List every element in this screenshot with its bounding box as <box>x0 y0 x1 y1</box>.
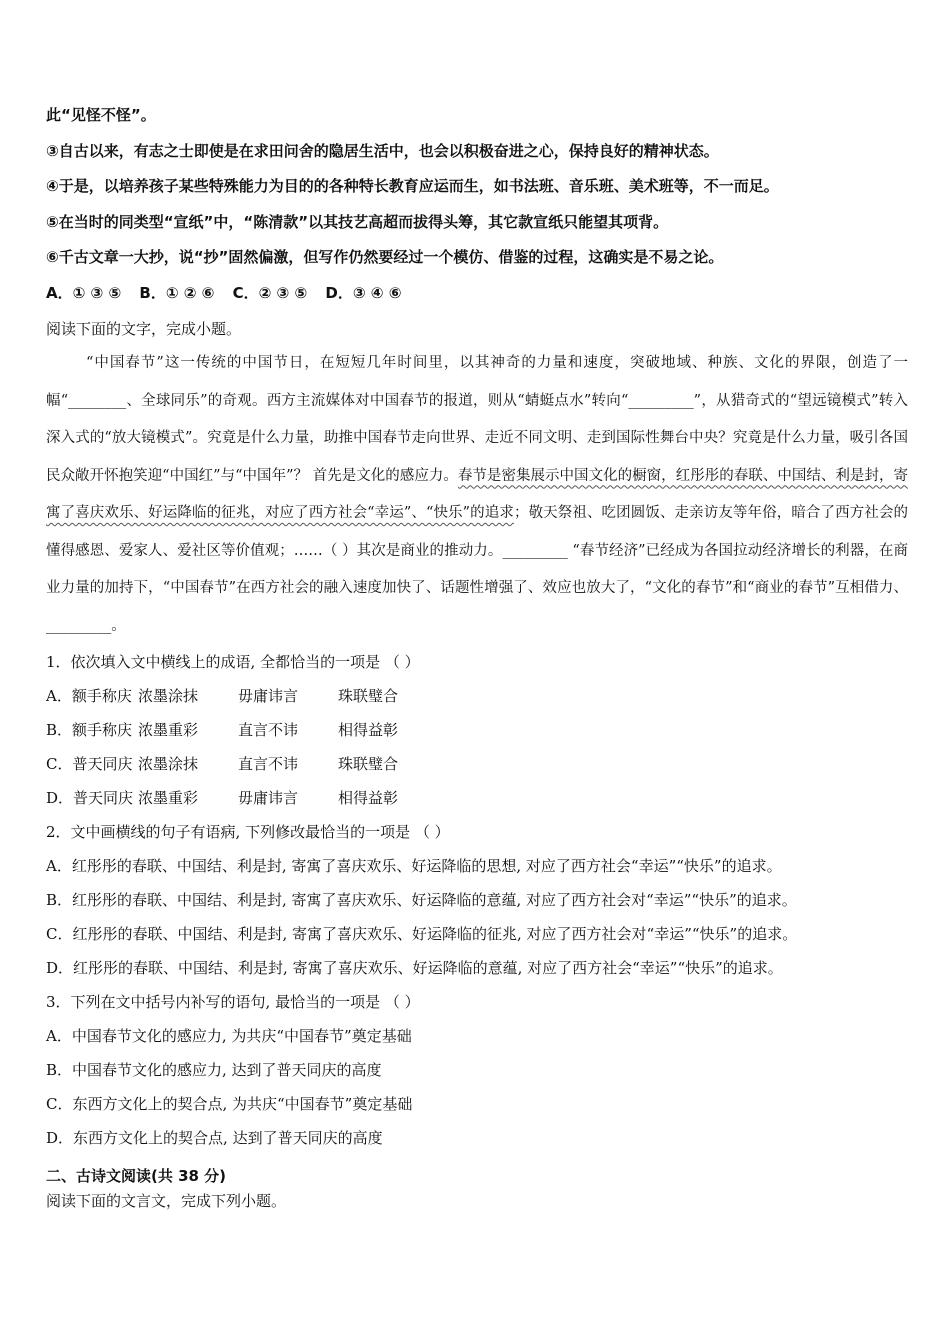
choice-cell: 浓墨涂抹 <box>138 755 199 773</box>
q1-choice-c[interactable] <box>46 747 908 781</box>
q1-choice-b[interactable] <box>46 713 908 747</box>
q2-choice-a[interactable]: A．红彤彤的春联、中国结、利是封, 寄寓了喜庆欢乐、好运降临的思想, 对应了西方社会“幸运”“快乐”的追求。 <box>46 857 782 875</box>
choice-cell: 相得益彰 <box>338 789 399 807</box>
top-item-5: ⑤在当时的同类型“宣纸”中，“陈清款”以其技艺高超而拔得头筹，其它款宣纸只能望其项背。 <box>46 212 669 231</box>
choice-cell: 珠联璧合 <box>338 755 399 773</box>
choice-cell: B．额手称庆 <box>46 721 133 739</box>
top-item-3: ③自古以来，有志之士即使是在求田问舍的隐居生活中，也会以积极奋进之心，保持良好的精神状态。 <box>46 141 719 160</box>
top-item-6: ⑥千古文章一大抄，说“抄”固然偏激，但写作仍然要经过一个模仿、借鉴的过程，这确实是不易之论。 <box>46 248 724 266</box>
choice-cell: D．普天同庆 <box>46 789 134 807</box>
q3-choice-d[interactable]: D．东西方文化上的契合点, 达到了普天同庆的高度 <box>46 1129 383 1147</box>
choice-cell: 浓墨涂抹 <box>138 687 199 705</box>
top-options <box>46 276 908 312</box>
top-option-b[interactable]: B．① ② ⑥ <box>139 283 215 302</box>
top-item-4: ④于是，以培养孩子某些特殊能力为目的的各种特长教育应运而生，如书法班、音乐班、美术班等，不一而足。 <box>46 177 779 195</box>
q3-choice-a[interactable]: A．中国春节文化的感应力, 为共庆“中国春节”奠定基础 <box>46 1027 412 1045</box>
top-option-a[interactable]: A．① ③ ⑤ <box>46 283 122 302</box>
q1-choice-a[interactable] <box>46 679 908 713</box>
choice-cell: 毋庸讳言 <box>238 789 299 807</box>
top-option-c[interactable]: C．② ③ ⑤ <box>232 283 308 302</box>
choice-cell: A．额手称庆 <box>46 687 132 705</box>
reading-intro: 阅读下面的文字，完成小题。 <box>46 320 242 338</box>
section-2-intro: 阅读下面的文言文，完成下列小题。 <box>46 1192 287 1210</box>
passage-part-2: ；敬天祭祖、吃团圆饭、走亲访友等年俗，暗合了西方社会的懂得感恩、爱家人、爱社区等价值观；……（ ）其次是商业的推动力。_________ “春节经济”已经成为各国拉动经济增长的利器，在商业力量的加持下，“中国春节”在西方社会的融入速度加快了、话题性增强了、效应也放大了，“文化的春节”和“商业的春节”互相借力、_________。 <box>46 505 908 634</box>
q3-choice-b[interactable]: B．中国春节文化的感应力, 达到了普天同庆的高度 <box>46 1061 382 1079</box>
q2-choice-c[interactable]: C．红彤彤的春联、中国结、利是封, 寄寓了喜庆欢乐、好运降临的征兆, 对应了西方社会对“幸运”“快乐”的追求。 <box>46 925 798 943</box>
q1-choice-d[interactable] <box>46 781 908 815</box>
choice-cell: 珠联璧合 <box>338 687 399 705</box>
section-2-title: 二、古诗文阅读(共 38 分) <box>46 1167 227 1185</box>
choice-cell: 浓墨重彩 <box>138 721 199 739</box>
passage-underlined-sentence: 春节是密集展示中国文化的橱窗，红彤彤的春联、中国结、利是封，寄寓了喜庆欢乐、好运降临的征兆，对应了西方社会“幸运”、“快乐”的追求 <box>46 467 908 521</box>
passage <box>46 345 908 645</box>
passage-part-1: “中国春节”这一传统的中国节日，在短短几年时间里，以其神奇的力量和速度，突破地域、种族、文化的界限，创造了一幅“________、全球同乐”的奇观。西方主流媒体对中国春节的报道，则从“蜻蜓点水”转向“_________”，从猎奇式的“望远镜模式”转入深入式的“放大镜模式”。究竟是什么力量，助推中国春节走向世界、走近不同文明、走到国际性舞台中央？究竟是什么力量，吸引各国民众敞开怀抱笑迎“中国红”与“中国年”？ 首先是文化的感应力。 <box>46 355 908 484</box>
choice-cell: 直言不讳 <box>238 755 299 773</box>
choice-cell: C．普天同庆 <box>46 755 133 773</box>
exam-page <box>46 98 908 1213</box>
choice-cell: 直言不讳 <box>238 721 299 739</box>
q3-choice-c[interactable]: C．东西方文化上的契合点, 为共庆“中国春节”奠定基础 <box>46 1095 413 1113</box>
choice-cell: 相得益彰 <box>338 721 399 739</box>
q2-choice-b[interactable]: B．红彤彤的春联、中国结、利是封, 寄寓了喜庆欢乐、好运降临的意蕴, 对应了西方社会对“幸运”“快乐”的追求。 <box>46 891 797 909</box>
choice-cell: 浓墨重彩 <box>138 789 199 807</box>
q3-stem: 3．下列在文中括号内补写的语句, 最恰当的一项是 （ ） <box>46 993 420 1011</box>
q2-stem: 2．文中画横线的句子有语病, 下列修改最恰当的一项是 （ ） <box>46 823 450 841</box>
choice-cell: 毋庸讳言 <box>238 687 299 705</box>
top-option-d[interactable]: D．③ ④ ⑥ <box>325 283 402 302</box>
top-item-1: 此“见怪不怪”。 <box>46 106 156 124</box>
q2-choice-d[interactable]: D．红彤彤的春联、中国结、利是封, 寄寓了喜庆欢乐、好运降临的意蕴, 对应了西方社会“幸运”“快乐”的追求。 <box>46 959 783 977</box>
q1-stem: 1．依次填入文中横线上的成语, 全都恰当的一项是 （ ） <box>46 653 420 671</box>
